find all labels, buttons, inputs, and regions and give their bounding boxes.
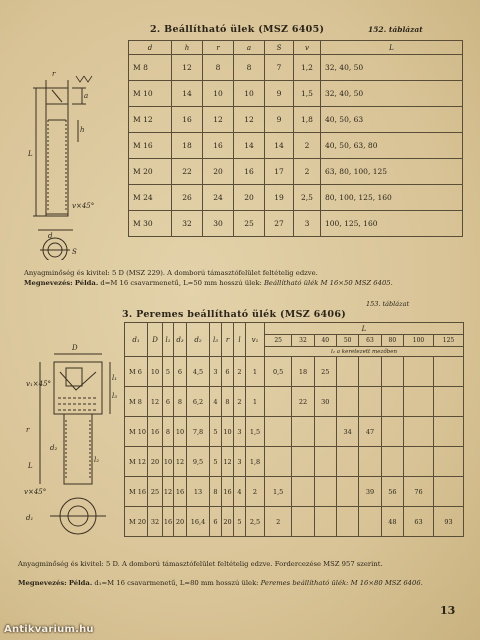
page-number: 13	[440, 604, 456, 617]
table1-cell: 25	[234, 211, 265, 237]
note1-material: Anyagminőség és kivitel: 5 D (MSZ 229). A domború támasztófelület feltételig edzve.	[24, 269, 318, 277]
table2-cell: 20	[148, 447, 163, 477]
table2-cell: 8	[210, 477, 222, 507]
table1-cell: M 8	[129, 55, 172, 81]
table1-cell: 20	[234, 185, 265, 211]
table2-L-cell: 0,5	[265, 357, 292, 387]
table2-L-cell	[265, 417, 292, 447]
table2-cell: 10	[174, 417, 187, 447]
header-d: d	[129, 41, 172, 55]
L-value-header: 100	[404, 335, 434, 347]
table2-L-cell	[265, 447, 292, 477]
table2-L-cell	[359, 357, 381, 387]
table2-L-cell	[292, 477, 314, 507]
table2-L-cell	[433, 357, 463, 387]
table2-cell: 12	[148, 387, 163, 417]
table2-L-cell: 18	[292, 357, 314, 387]
table2-cell: 4	[210, 387, 222, 417]
table1-cell: 2	[294, 159, 321, 185]
table1-cell: M 16	[129, 133, 172, 159]
table2-cell: 1,8	[246, 447, 265, 477]
table2-cell: 1,5	[246, 417, 265, 447]
table2-L-cell	[433, 387, 463, 417]
table2-cell: 1	[246, 387, 265, 417]
table2-L-cell: 34	[336, 417, 358, 447]
table2-L-cell	[381, 357, 403, 387]
table1-cell: 12	[172, 55, 203, 81]
table1-cell: 8	[203, 55, 234, 81]
header-v: v	[294, 41, 321, 55]
table2-L-cell	[314, 507, 336, 537]
bolt-drawing-1	[28, 60, 128, 260]
table2-cell: 12	[222, 447, 234, 477]
table2-cell: 3	[210, 357, 222, 387]
table2-L-cell	[433, 477, 463, 507]
table1-cell: 19	[265, 185, 294, 211]
svg-text:D: D	[72, 344, 78, 352]
table2-row	[125, 387, 464, 417]
L-value-header: 125	[433, 335, 463, 347]
table1-cell: 1,5	[294, 81, 321, 107]
table2-L-cell: 56	[381, 477, 403, 507]
table1-cell: 9	[265, 107, 294, 133]
table2-cell: M 10	[125, 417, 148, 447]
L-value-header: 40	[314, 335, 336, 347]
table1-cell: 3	[294, 211, 321, 237]
table1-cell: 63, 80, 100, 125	[321, 159, 463, 185]
table1-ref: 152. táblázat	[368, 25, 423, 34]
table2-L-cell	[265, 387, 292, 417]
svg-text:d: d	[48, 232, 53, 240]
table1-row	[129, 81, 463, 107]
table2-L-cell: 76	[404, 477, 434, 507]
table1-cell: 30	[203, 211, 234, 237]
table2-L-cell	[404, 357, 434, 387]
table-2: d₁ D l₁ d₃ d₂ l₃ r l v₁ L 25 32 40 50 63 80 100 125 l₂ a keretezett mezőben M 6 10 5 6 4,5 3 6 2 1 0,5 18 25 M 8 12 6 8 6,2 4 8 2 1 22 30 M 10 16 8 10 7,8 5 10 3 1,5 34 47 M 12 20 10 12 9,5 5 12 3 1,8 M 16 25 12 16 13 8 16 4 2 1,5 39 56 76 M 20 32 16 20 16,4 6 20 5 2,5 2 48 63 93	[124, 322, 464, 537]
table1-cell: 32	[172, 211, 203, 237]
header-h: h	[172, 41, 203, 55]
table2-cell: M 12	[125, 447, 148, 477]
table1-cell: 14	[234, 133, 265, 159]
table2-cell: M 6	[125, 357, 148, 387]
table2-cell: 2,5	[246, 507, 265, 537]
svg-text:d₁: d₁	[26, 514, 34, 522]
svg-text:v×45°: v×45°	[72, 202, 95, 210]
table1-cell: 16	[172, 107, 203, 133]
table1-cell: 32, 40, 50	[321, 55, 463, 81]
table2-cell: 6	[174, 357, 187, 387]
table2-cell: 8	[222, 387, 234, 417]
table2-cell: 20	[174, 507, 187, 537]
table2-L-cell	[404, 417, 434, 447]
table2-cell: 2	[246, 477, 265, 507]
table2-cell: 6,2	[187, 387, 210, 417]
table2-cell: 10	[163, 447, 174, 477]
note2-naming: Megnevezés: Példa. d₁=M 16 csavarmenetű, L=80 mm hosszú ülek: Peremes beállítható ülék: M 16×80 MSZ 6406.	[18, 579, 423, 587]
table2-cell: 12	[174, 447, 187, 477]
table1-cell: M 20	[129, 159, 172, 185]
watermark: Antikvarium.hu	[4, 624, 94, 635]
table2-cell: 1	[246, 357, 265, 387]
table2-L-cell	[336, 447, 358, 477]
table2-L-cell	[359, 447, 381, 477]
table2-row	[125, 477, 464, 507]
svg-text:h: h	[80, 126, 85, 134]
svg-text:v×45°: v×45°	[24, 488, 47, 496]
table2-ref: 153. táblázat	[366, 300, 410, 308]
table2-L-cell	[292, 447, 314, 477]
table2-L-cell: 1,5	[265, 477, 292, 507]
svg-text:r: r	[52, 70, 56, 78]
table1-cell: M 30	[129, 211, 172, 237]
table2-cell: 6	[222, 357, 234, 387]
table2-cell: 5	[210, 417, 222, 447]
table1-cell: 26	[172, 185, 203, 211]
table2-cell: 6	[210, 507, 222, 537]
table2-L-cell	[314, 477, 336, 507]
table1-row	[129, 55, 463, 81]
table1-cell: 7	[265, 55, 294, 81]
table2-L-cell	[404, 447, 434, 477]
table1-cell: 14	[172, 81, 203, 107]
L-value-header: 50	[336, 335, 358, 347]
table1-cell: 24	[203, 185, 234, 211]
table2-L-cell	[336, 357, 358, 387]
svg-text:L: L	[28, 150, 33, 158]
svg-text:l₂: l₂	[94, 456, 100, 464]
table1-row	[129, 133, 463, 159]
table2-cell: M 20	[125, 507, 148, 537]
table2-cell: 4	[234, 477, 246, 507]
L-value-header: 25	[265, 335, 292, 347]
section1-title: 2. Beállítható ülek (MSZ 6405)	[150, 24, 325, 35]
table1-cell: 27	[265, 211, 294, 237]
L-value-header: 80	[381, 335, 403, 347]
table2-cell: 2	[234, 357, 246, 387]
table1-cell: M 12	[129, 107, 172, 133]
table2-L-cell: 63	[404, 507, 434, 537]
table2-cell: 13	[187, 477, 210, 507]
table2-cell: 4,5	[187, 357, 210, 387]
table1-cell: 18	[172, 133, 203, 159]
table2-row	[125, 417, 464, 447]
table2-cell: 8	[174, 387, 187, 417]
header-L: L	[265, 323, 464, 335]
table1-cell: 2	[294, 133, 321, 159]
table1-cell: 10	[203, 81, 234, 107]
table2-cell: M 16	[125, 477, 148, 507]
svg-text:a: a	[84, 92, 89, 100]
table2-row	[125, 357, 464, 387]
table2-cell: 32	[148, 507, 163, 537]
table1-cell: 10	[234, 81, 265, 107]
table2-L-cell	[336, 387, 358, 417]
table2-L-cell	[381, 417, 403, 447]
table2-L-cell: 2	[265, 507, 292, 537]
table2-cell: M 8	[125, 387, 148, 417]
table2-cell: 5	[210, 447, 222, 477]
svg-text:S: S	[72, 248, 77, 256]
table2-L-cell: 30	[314, 387, 336, 417]
table1-cell: 12	[203, 107, 234, 133]
table2-cell: 12	[163, 477, 174, 507]
L-value-header: 63	[359, 335, 381, 347]
section2-title: 3. Peremes beállítható ülék (MSZ 6406)	[122, 309, 347, 320]
table2-cell: 16	[174, 477, 187, 507]
svg-text:l₁: l₁	[112, 374, 118, 382]
table1-cell: 9	[265, 81, 294, 107]
header-a: a	[234, 41, 265, 55]
table2-L-cell	[292, 507, 314, 537]
table1-cell: M 24	[129, 185, 172, 211]
table2-L-cell: 25	[314, 357, 336, 387]
table1-cell: 16	[203, 133, 234, 159]
table1-cell: 8	[234, 55, 265, 81]
table2-L-cell	[433, 447, 463, 477]
table2-L-cell	[433, 417, 463, 447]
table2-cell: 5	[163, 357, 174, 387]
table2-cell: 16	[222, 477, 234, 507]
table1-cell: 40, 50, 63	[321, 107, 463, 133]
table2-L-cell	[381, 447, 403, 477]
svg-text:v₁×45°: v₁×45°	[26, 380, 52, 388]
table2-L-cell	[381, 387, 403, 417]
table2-cell: 5	[234, 507, 246, 537]
note1-naming: Megnevezés: Példa. d=M 16 csavarmenetű, L=50 mm hosszú ülek: Beállítható ülék M 16×50 MSZ 6405.	[24, 279, 393, 287]
table1-row	[129, 211, 463, 237]
table1-cell: M 10	[129, 81, 172, 107]
table2-cell: 3	[234, 417, 246, 447]
svg-text:L: L	[28, 462, 33, 470]
table2-L-cell	[404, 387, 434, 417]
table2-cell: 6	[163, 387, 174, 417]
table1-row	[129, 159, 463, 185]
svg-text:d₂: d₂	[50, 444, 58, 452]
table-1	[128, 40, 463, 237]
table1-cell: 20	[203, 159, 234, 185]
table2-L-cell	[336, 507, 358, 537]
table1-cell: 100, 125, 160	[321, 211, 463, 237]
table2-cell: 10	[222, 417, 234, 447]
table2-row	[125, 447, 464, 477]
table2-cell: 16	[148, 417, 163, 447]
table2-cell: 2	[234, 387, 246, 417]
table2-L-cell: 93	[433, 507, 463, 537]
table1-cell: 40, 50, 63, 80	[321, 133, 463, 159]
table2-L-cell	[314, 447, 336, 477]
bolt-drawing-2	[20, 340, 124, 540]
header-s: S	[265, 41, 294, 55]
table2-cell: 16,4	[187, 507, 210, 537]
table2-L-cell: 39	[359, 477, 381, 507]
table1-cell: 1,8	[294, 107, 321, 133]
table1-row	[129, 107, 463, 133]
table2-L-cell	[314, 417, 336, 447]
table2-L-cell	[359, 507, 381, 537]
table1-cell: 32, 40, 50	[321, 81, 463, 107]
table2-L-cell: 47	[359, 417, 381, 447]
table1-cell: 1,2	[294, 55, 321, 81]
note2-material: Anyagminőség és kivitel: 5 D. A domború támasztófelület feltételig edzve. Fordercezése MSZ 957 szerint.	[18, 560, 383, 568]
table2-L-cell	[336, 477, 358, 507]
table1-cell: 22	[172, 159, 203, 185]
table1-cell: 2,5	[294, 185, 321, 211]
svg-text:r: r	[26, 426, 30, 434]
header-l: L	[321, 41, 463, 55]
table2-cell: 10	[148, 357, 163, 387]
header-r: r	[203, 41, 234, 55]
svg-text:l₃: l₃	[112, 392, 118, 400]
table1-cell: 16	[234, 159, 265, 185]
table2-row	[125, 507, 464, 537]
table2-L-cell: 22	[292, 387, 314, 417]
table2-cell: 8	[163, 417, 174, 447]
table1-cell: 17	[265, 159, 294, 185]
table2-cell: 9,5	[187, 447, 210, 477]
L-value-header: 32	[292, 335, 314, 347]
table2-cell: 16	[163, 507, 174, 537]
table1-row	[129, 185, 463, 211]
table1-cell: 80, 100, 125, 160	[321, 185, 463, 211]
table1-cell: 14	[265, 133, 294, 159]
table2-cell: 25	[148, 477, 163, 507]
table2-L-cell: 48	[381, 507, 403, 537]
table2-cell: 3	[234, 447, 246, 477]
table1-cell: 12	[234, 107, 265, 133]
table2-L-cell	[359, 387, 381, 417]
table2-L-cell	[292, 417, 314, 447]
table2-cell: 20	[222, 507, 234, 537]
table2-cell: 7,8	[187, 417, 210, 447]
